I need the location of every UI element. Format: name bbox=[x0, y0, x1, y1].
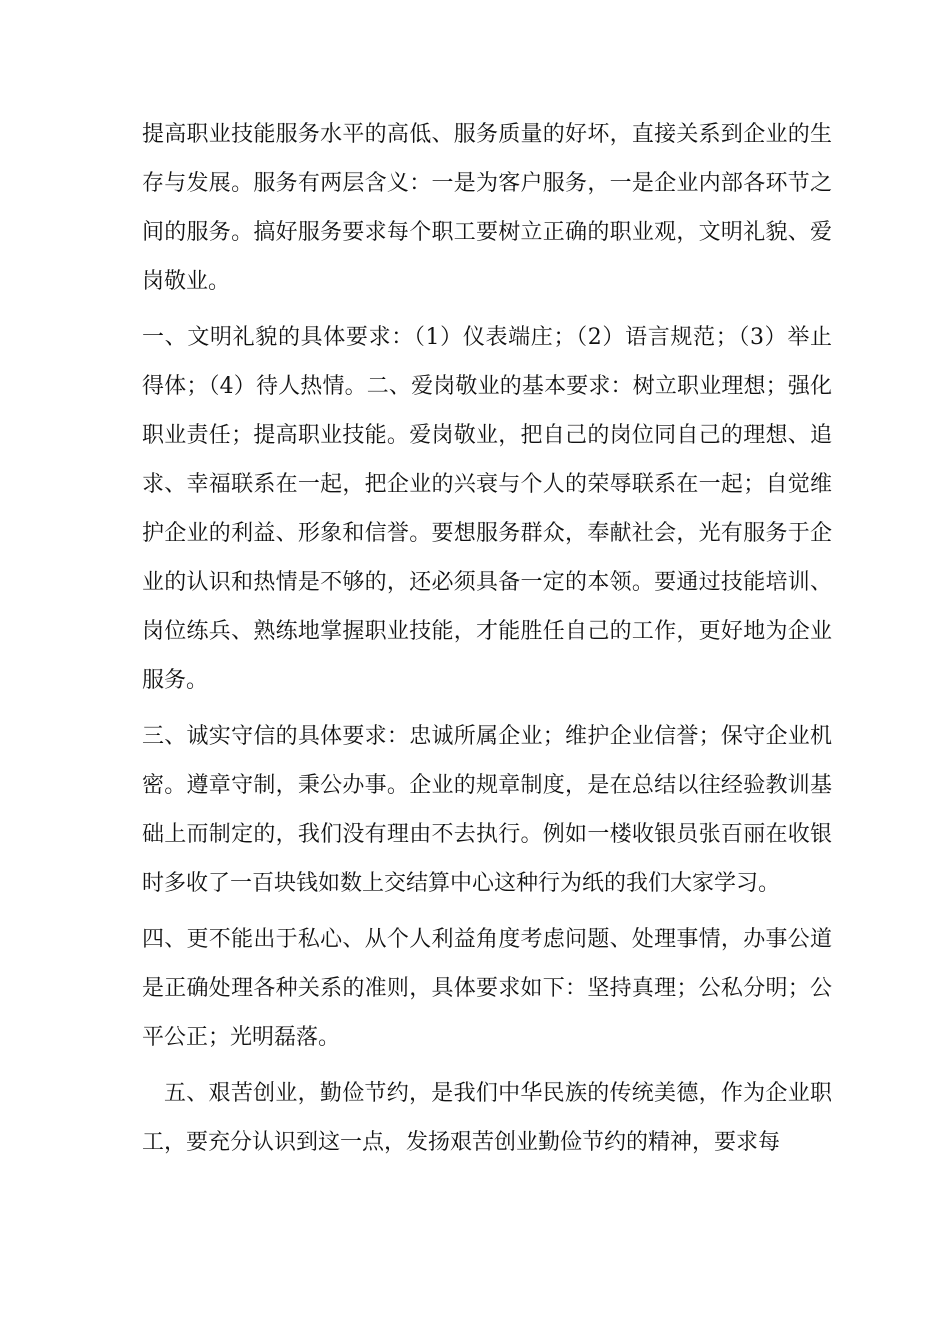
paragraph-fairness: 四、更不能出于私心、从个人利益角度考虑问题、处理事情，办事公道是正确处理各种关系的准则，具体要求如下：坚持真理；公私分明；公平公正；光明磊落。 bbox=[142, 927, 832, 1050]
paragraph-courtesy-dedication: 一、文明礼貌的具体要求：（1）仪表端庄；（2）语言规范；（3）举止得体；（4）待人热情。二、爱岗敬业的基本要求：树立职业理想；强化职业责任；提高职业技能。爱岗敬业，把自己的岗位同自己的理想、追求、幸福联系在一起，把企业的兴衰与个人的荣辱联系在一起；自觉维护企业的利益、形象和信誉。要想服务群众，奉献社会，光有服务于企业的认识和热情是不够的，还必须具备一定的本领。要通过技能培训、岗位练兵、熟练地掌握职业技能，才能胜任自己的工作，更好地为企业服务。 bbox=[142, 325, 832, 693]
paragraph-thrift: 五、艰苦创业，勤俭节约，是我们中华民族的传统美德，作为企业职工，要充分认识到这一点，发扬艰苦创业勤俭节约的精神，要求每 bbox=[142, 1081, 832, 1155]
paragraph-honesty: 三、诚实守信的具体要求：忠诚所属企业；维护企业信誉；保守企业机密。遵章守制，秉公办事。企业的规章制度，是在总结以往经验教训基础上而制定的，我们没有理由不去执行。例如一楼收银员张百丽在收银时多收了一百块钱如数上交结算中心这种行为纸的我们大家学习。 bbox=[142, 724, 832, 896]
paragraph-service-intro: 提高职业技能服务水平的高低、服务质量的好坏，直接关系到企业的生存与发展。服务有两层含义：一是为客户服务，一是企业内部各环节之间的服务。搞好服务要求每个职工要树立正确的职业观，文明礼貌、爱岗敬业。 bbox=[142, 122, 832, 294]
document-body bbox=[142, 110, 832, 1174]
